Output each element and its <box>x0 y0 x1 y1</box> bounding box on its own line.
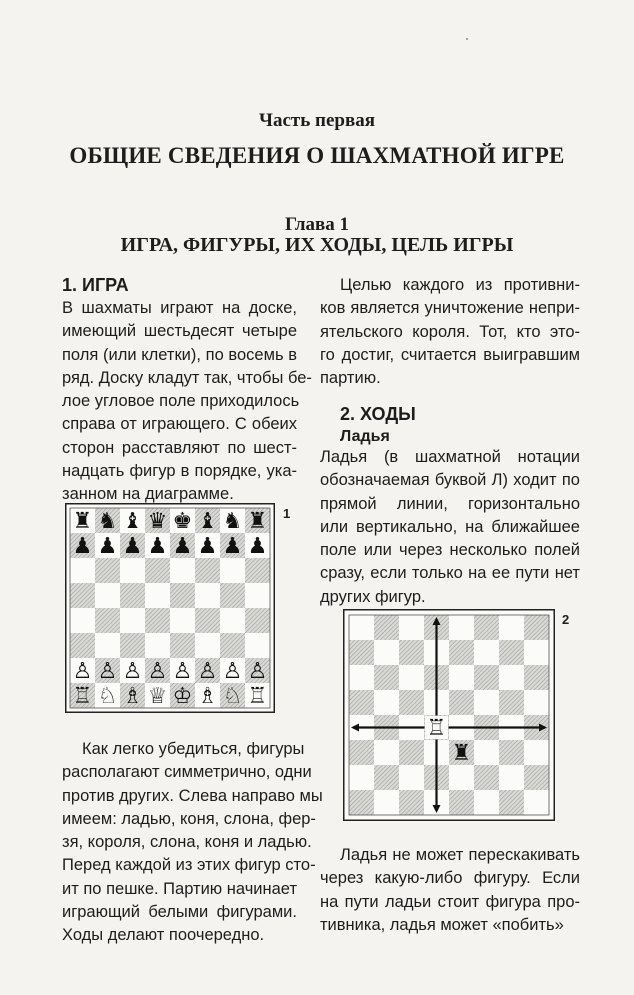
black-pawn: ♟ <box>247 534 268 559</box>
white-pawn: ♙ <box>147 659 168 684</box>
text-line: Перед каждой из этих фигур сто- <box>62 856 316 875</box>
text-line: лое угловое поле приходилось <box>62 392 300 411</box>
print-speck <box>466 38 468 40</box>
black-piece: ♚ <box>172 509 193 534</box>
text-line: партию. <box>320 369 381 388</box>
dark-square <box>95 608 120 633</box>
black-piece: ♞ <box>222 509 243 534</box>
dark-square <box>374 665 399 690</box>
diagram-rook-moves <box>343 609 555 821</box>
diagram-number-2: 2 <box>562 612 570 627</box>
chapter-label-text: Глава 1 <box>284 214 350 235</box>
white-pawn: ♙ <box>222 659 243 684</box>
text-line: поле или через несколько полей <box>320 541 580 560</box>
dark-square <box>220 583 245 608</box>
text-line: играющий белыми фигурами. <box>62 903 297 922</box>
text-line: В шахматы играют на доске, <box>62 299 297 317</box>
section-heading-game: 1. ИГРА <box>62 275 129 295</box>
paragraph-rook-capture <box>320 844 580 937</box>
text-line: Ходы делают поочередно. <box>62 926 265 945</box>
black-pawn: ♟ <box>147 534 168 559</box>
dark-square <box>349 790 374 815</box>
black-pawn: ♟ <box>97 534 118 559</box>
white-piece: ♘ <box>222 684 243 709</box>
dark-square <box>245 608 270 633</box>
black-piece: ♛ <box>147 509 168 534</box>
text-line: имеющий шестьдесят четыре <box>62 322 297 341</box>
text-line: имеем: ладью, коня, слона, фер- <box>62 809 316 828</box>
white-pawn: ♙ <box>122 659 143 684</box>
text-line: Ладья не может перескакивать <box>340 846 580 864</box>
text-line: Как легко убедиться, фигуры <box>82 740 305 758</box>
dark-square <box>474 665 499 690</box>
dark-square <box>120 583 145 608</box>
white-pawn: ♙ <box>197 659 218 684</box>
chapter-title: ИГРА, ФИГУРЫ, ИХ ХОДЫ, ЦЕЛЬ ИГРЫ <box>120 234 514 256</box>
black-piece: ♜ <box>72 509 93 534</box>
text-line: тивника, ладья может «побить» <box>320 915 564 934</box>
dark-square <box>524 665 549 690</box>
black-pawn: ♟ <box>197 534 218 559</box>
dark-square <box>399 690 424 715</box>
text-line: поля (или клетки), по восемь в <box>62 345 297 364</box>
diagram-number-1: 1 <box>283 506 291 521</box>
dark-square <box>399 640 424 665</box>
dark-square <box>374 765 399 790</box>
dark-square <box>499 640 524 665</box>
white-pawn: ♙ <box>72 659 93 684</box>
text-line: ряд. Доску кладут так, чтобы бе- <box>62 368 312 387</box>
black-piece: ♝ <box>197 509 218 534</box>
text-line: надцать фигур в порядке, ука- <box>62 462 297 481</box>
text-line: Ладья (в шахматной нотации <box>320 448 580 466</box>
dark-square <box>399 790 424 815</box>
diagram-initial-position <box>65 503 275 713</box>
text-line: ков является уничтожение непри- <box>320 299 580 318</box>
dark-square <box>374 615 399 640</box>
dark-square <box>145 558 170 583</box>
text-line: или вертикально, на ближайшее <box>320 517 580 536</box>
dark-square <box>524 615 549 640</box>
dark-square <box>449 790 474 815</box>
dark-square <box>70 633 95 658</box>
text-line: располагают симметрично, одни <box>62 763 312 782</box>
text-line: на пути ладьи стоит фигура про- <box>320 892 580 911</box>
part-title: ОБЩИЕ СВЕДЕНИЯ О ШАХМАТНОЙ ИГРЕ <box>69 143 565 168</box>
section-heading-moves: 2. ХОДЫ <box>340 404 416 424</box>
paragraph-goal <box>320 274 580 390</box>
dark-square <box>170 633 195 658</box>
text-line: обозначаемая буквой Л) ходит по <box>320 471 580 490</box>
text-line: го достиг, считается выигравшим <box>320 345 580 364</box>
black-piece: ♞ <box>97 509 118 534</box>
dark-square <box>349 690 374 715</box>
text-line: других фигур. <box>320 587 426 606</box>
black-pawn: ♟ <box>72 534 93 559</box>
text-line: сторон расставляют по шест- <box>62 438 297 457</box>
black-piece: ♜ <box>247 509 268 534</box>
white-piece: ♖ <box>72 684 93 709</box>
paragraph-rook-moves <box>320 446 580 609</box>
text-line: прямой линии, горизонтально <box>320 494 580 513</box>
paragraph-game-rules <box>62 297 312 507</box>
text-line: через какую-либо фигуру. Если <box>320 869 580 888</box>
dark-square <box>474 615 499 640</box>
white-pawn: ♙ <box>97 659 118 684</box>
paragraph-symmetry <box>62 738 323 948</box>
white-piece: ♖ <box>247 684 268 709</box>
text-line: зя, короля, слона, коня и ладью. <box>62 833 312 852</box>
dark-square <box>195 608 220 633</box>
dark-square <box>70 583 95 608</box>
chapter-label <box>0 214 634 236</box>
white-rook: ♖ <box>426 716 447 741</box>
dark-square <box>245 558 270 583</box>
dark-square <box>349 640 374 665</box>
white-pawn: ♙ <box>172 659 193 684</box>
dark-square <box>399 740 424 765</box>
black-pawn: ♟ <box>172 534 193 559</box>
text-line: справа от играющего. С обеих <box>62 415 297 434</box>
dark-square <box>449 690 474 715</box>
dark-square <box>195 558 220 583</box>
dark-square <box>499 740 524 765</box>
dark-square <box>499 690 524 715</box>
dark-square <box>524 765 549 790</box>
text-line: ятельского короля. Тот, кто это- <box>320 322 580 341</box>
dark-square <box>145 608 170 633</box>
dark-square <box>449 640 474 665</box>
dark-square <box>95 558 120 583</box>
text-line: Целью каждого из противни- <box>340 276 580 294</box>
dark-square <box>499 790 524 815</box>
black-rook: ♜ <box>451 741 472 766</box>
dark-square <box>120 633 145 658</box>
part-label: Часть первая <box>259 110 375 131</box>
text-line: ит по пешке. Партию начинает <box>62 879 297 898</box>
text-line: сразу, если только на ее пути нет <box>320 564 580 583</box>
black-pawn: ♟ <box>222 534 243 559</box>
white-piece: ♕ <box>147 684 168 709</box>
text-line: против других. Слева направо мы <box>62 786 323 805</box>
black-pawn: ♟ <box>122 534 143 559</box>
white-piece: ♘ <box>97 684 118 709</box>
white-pawn: ♙ <box>247 659 268 684</box>
white-piece: ♔ <box>172 684 193 709</box>
dark-square <box>349 740 374 765</box>
black-piece: ♝ <box>122 509 143 534</box>
text-line: занном на диаграмме. <box>62 485 234 504</box>
subheading-rook: Ладья <box>340 428 390 445</box>
white-piece: ♗ <box>122 684 143 709</box>
dark-square <box>474 765 499 790</box>
white-piece: ♗ <box>197 684 218 709</box>
dark-square <box>220 633 245 658</box>
dark-square <box>170 583 195 608</box>
